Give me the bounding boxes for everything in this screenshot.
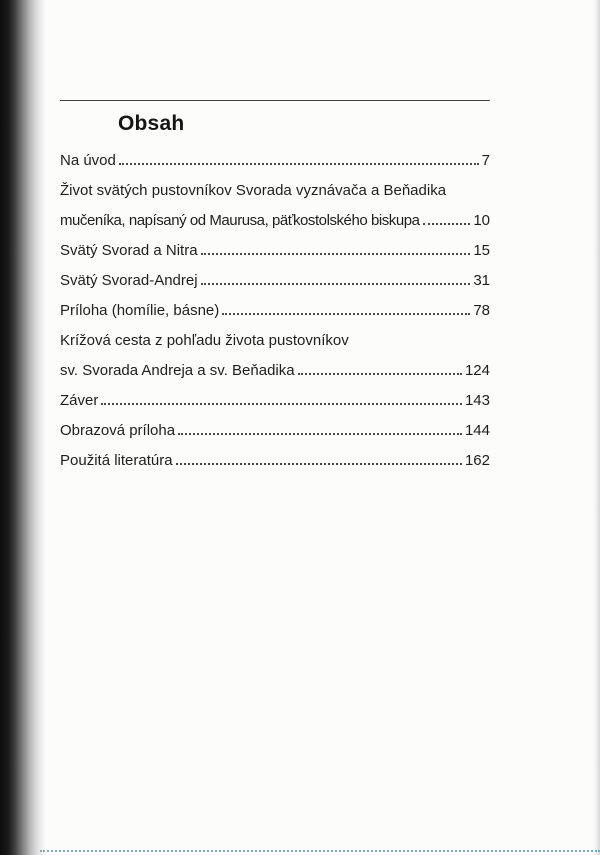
toc-entry-page: 144 xyxy=(464,422,490,439)
dot-leader xyxy=(119,162,479,165)
toc-entry-title: Na úvod xyxy=(60,152,116,169)
contents-heading: Obsah xyxy=(118,112,185,135)
toc-entry-page: 15 xyxy=(473,242,490,259)
dot-leader xyxy=(176,462,462,465)
toc-entry xyxy=(60,326,490,356)
table-of-contents xyxy=(60,146,490,476)
toc-entry-page: 31 xyxy=(473,272,490,289)
toc-entry-title-line-2: mučeníka, napísaný od Maurusa, päťkostolského biskupa xyxy=(60,212,420,229)
toc-entry-title: Svätý Svorad-Andrej xyxy=(60,272,198,289)
toc-entry-title-line-2: sv. Svorada Andreja a sv. Beňadika xyxy=(60,362,295,379)
toc-entry xyxy=(60,296,490,326)
page-edge xyxy=(592,0,600,855)
toc-entry xyxy=(60,236,490,266)
dot-leader xyxy=(178,432,462,435)
dot-leader xyxy=(423,222,471,225)
toc-entry-title: Svätý Svorad a Nitra xyxy=(60,242,198,259)
toc-entry xyxy=(60,446,490,476)
toc-entry-title: Príloha (homílie, básne) xyxy=(60,302,220,319)
toc-entry-page: 143 xyxy=(464,392,490,409)
spine-shadow xyxy=(0,0,46,855)
dot-leader xyxy=(201,252,471,255)
toc-entry xyxy=(60,176,490,206)
toc-entry-page: 124 xyxy=(464,362,490,379)
toc-entry-page: 10 xyxy=(473,212,490,229)
toc-entry-title: Záver xyxy=(60,392,99,409)
toc-entry-title: Použitá literatúra xyxy=(60,452,173,469)
dot-leader xyxy=(101,402,462,405)
toc-entry-page: 7 xyxy=(481,152,490,169)
dot-leader xyxy=(201,282,471,285)
toc-entry xyxy=(60,266,490,296)
toc-entry xyxy=(60,386,490,416)
toc-entry xyxy=(60,416,490,446)
heading-rule xyxy=(60,100,490,101)
toc-entry-page: 162 xyxy=(464,452,490,469)
toc-entry xyxy=(60,146,490,176)
toc-entry-title: Obrazová príloha xyxy=(60,422,176,439)
dot-leader xyxy=(298,372,462,375)
toc-entry-continuation xyxy=(60,206,490,236)
toc-entry-title-line-1: Krížová cesta z pohľadu života pustovníkov xyxy=(60,332,349,349)
toc-entry-page: 78 xyxy=(473,302,490,319)
toc-entry-title-line-1: Život svätých pustovníkov Svorada vyznávača a Beňadika xyxy=(60,182,447,199)
dot-leader xyxy=(222,312,470,315)
page-bottom-edge xyxy=(40,850,600,852)
toc-entry-continuation xyxy=(60,356,490,386)
